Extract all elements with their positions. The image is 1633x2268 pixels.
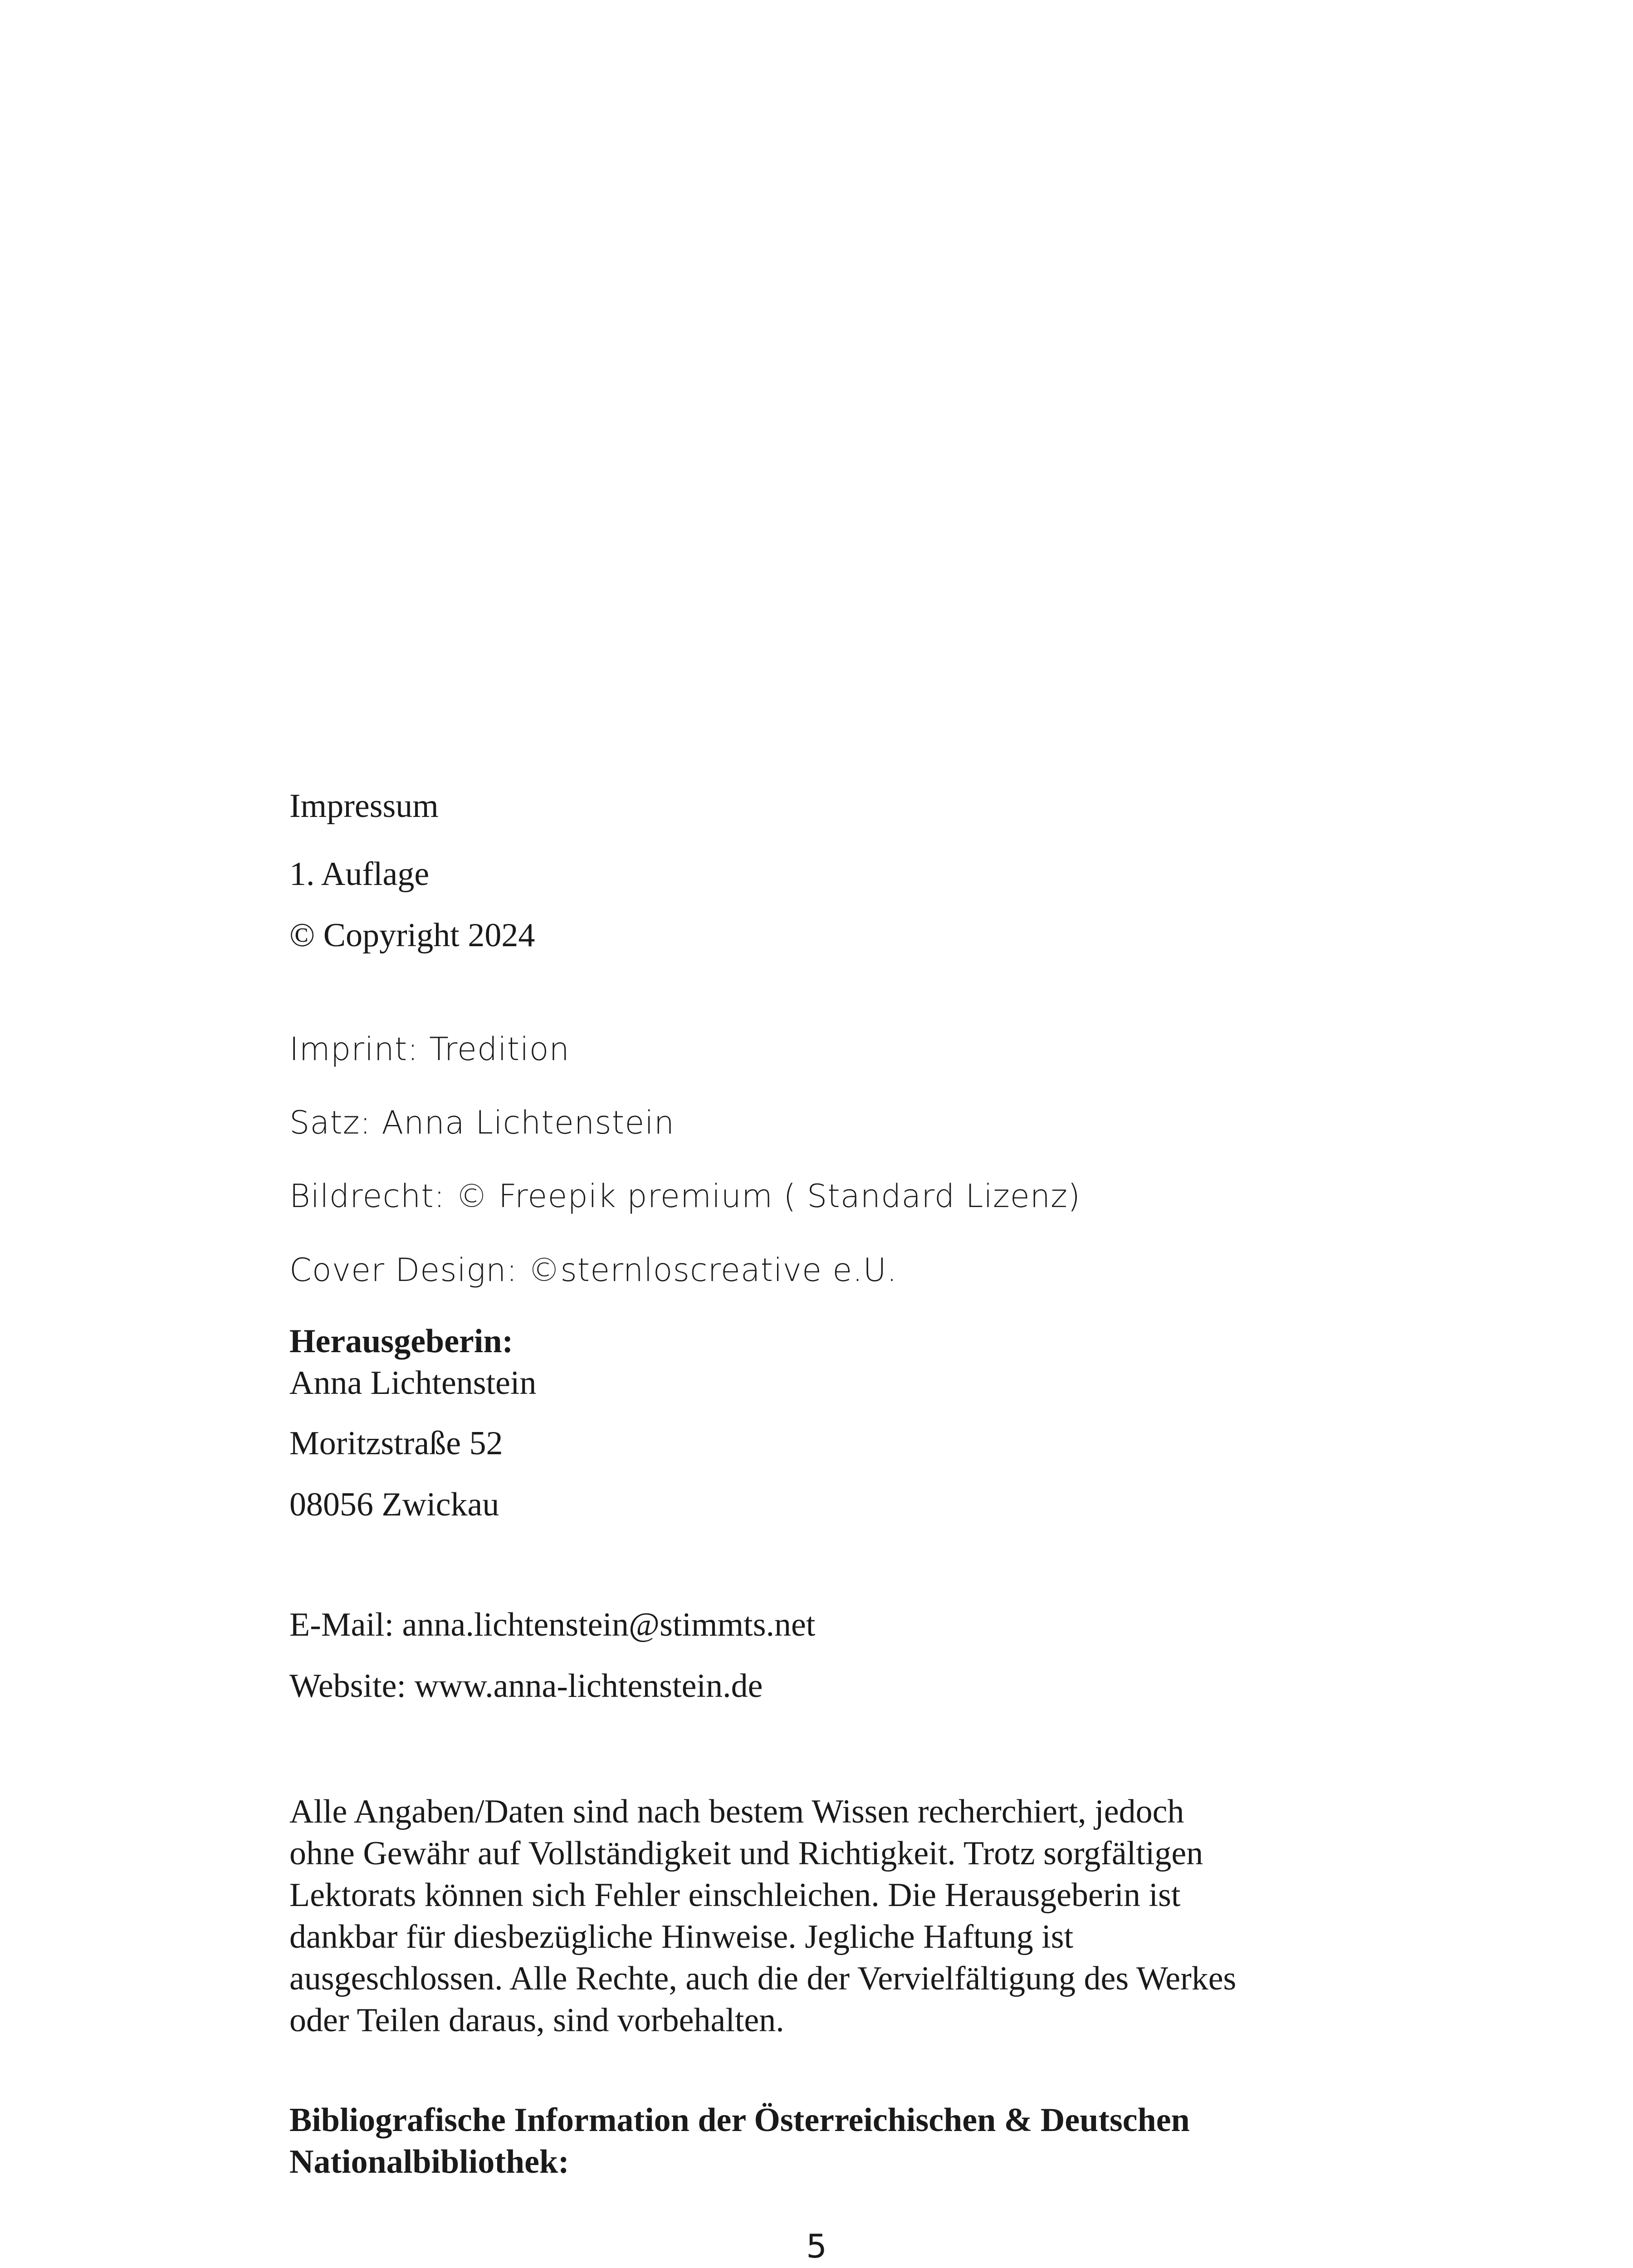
imprint-text: Imprint: Tredition [289, 1031, 570, 1068]
email-text: E-Mail: anna.lichtenstein@stimmts.net [289, 1606, 816, 1643]
disclaimer-line: oder Teilen daraus, sind vorbehalten. [289, 2002, 784, 2039]
bibliography-heading-line: Bibliografische Information der Österreichischen & Deutschen [289, 2102, 1190, 2139]
publisher-city: 08056 Zwickau [289, 1486, 499, 1523]
disclaimer-line: ausgeschlossen. Alle Rechte, auch die der Vervielfältigung des Werkes [289, 1960, 1237, 1997]
publisher-street: Moritzstraße 52 [289, 1425, 503, 1462]
bibliography-heading-line: Nationalbibliothek: [289, 2143, 569, 2180]
bibliography-heading [289, 2099, 1360, 2183]
disclaimer-paragraph [289, 1791, 1360, 2041]
publisher-name: Anna Lichtenstein [289, 1364, 537, 1402]
page-number: 5 [806, 2227, 827, 2265]
disclaimer-line: dankbar für diesbezügliche Hinweise. Jegliche Haftung ist [289, 1918, 1074, 1955]
disclaimer-line: Alle Angaben/Daten sind nach bestem Wissen recherchiert, jedoch [289, 1793, 1184, 1830]
typesetting-text: Satz: Anna Lichtenstein [289, 1104, 675, 1141]
impressum-title: Impressum [289, 787, 439, 825]
image-rights-text: Bildrecht: © Freepik premium ( Standard Lizenz) [289, 1178, 1081, 1215]
website-text: Website: www.anna-lichtenstein.de [289, 1667, 763, 1705]
disclaimer-line: ohne Gewähr auf Vollständigkeit und Richtigkeit. Trotz sorgfältigen [289, 1835, 1203, 1872]
edition-text: 1. Auflage [289, 855, 430, 893]
disclaimer-line: Lektorats können sich Fehler einschleichen. Die Herausgeberin ist [289, 1877, 1181, 1914]
cover-design-text: Cover Design: ©sternloscreative e.U. [289, 1251, 898, 1289]
publisher-heading: Herausgeberin: [289, 1323, 513, 1360]
copyright-text: © Copyright 2024 [289, 917, 535, 954]
